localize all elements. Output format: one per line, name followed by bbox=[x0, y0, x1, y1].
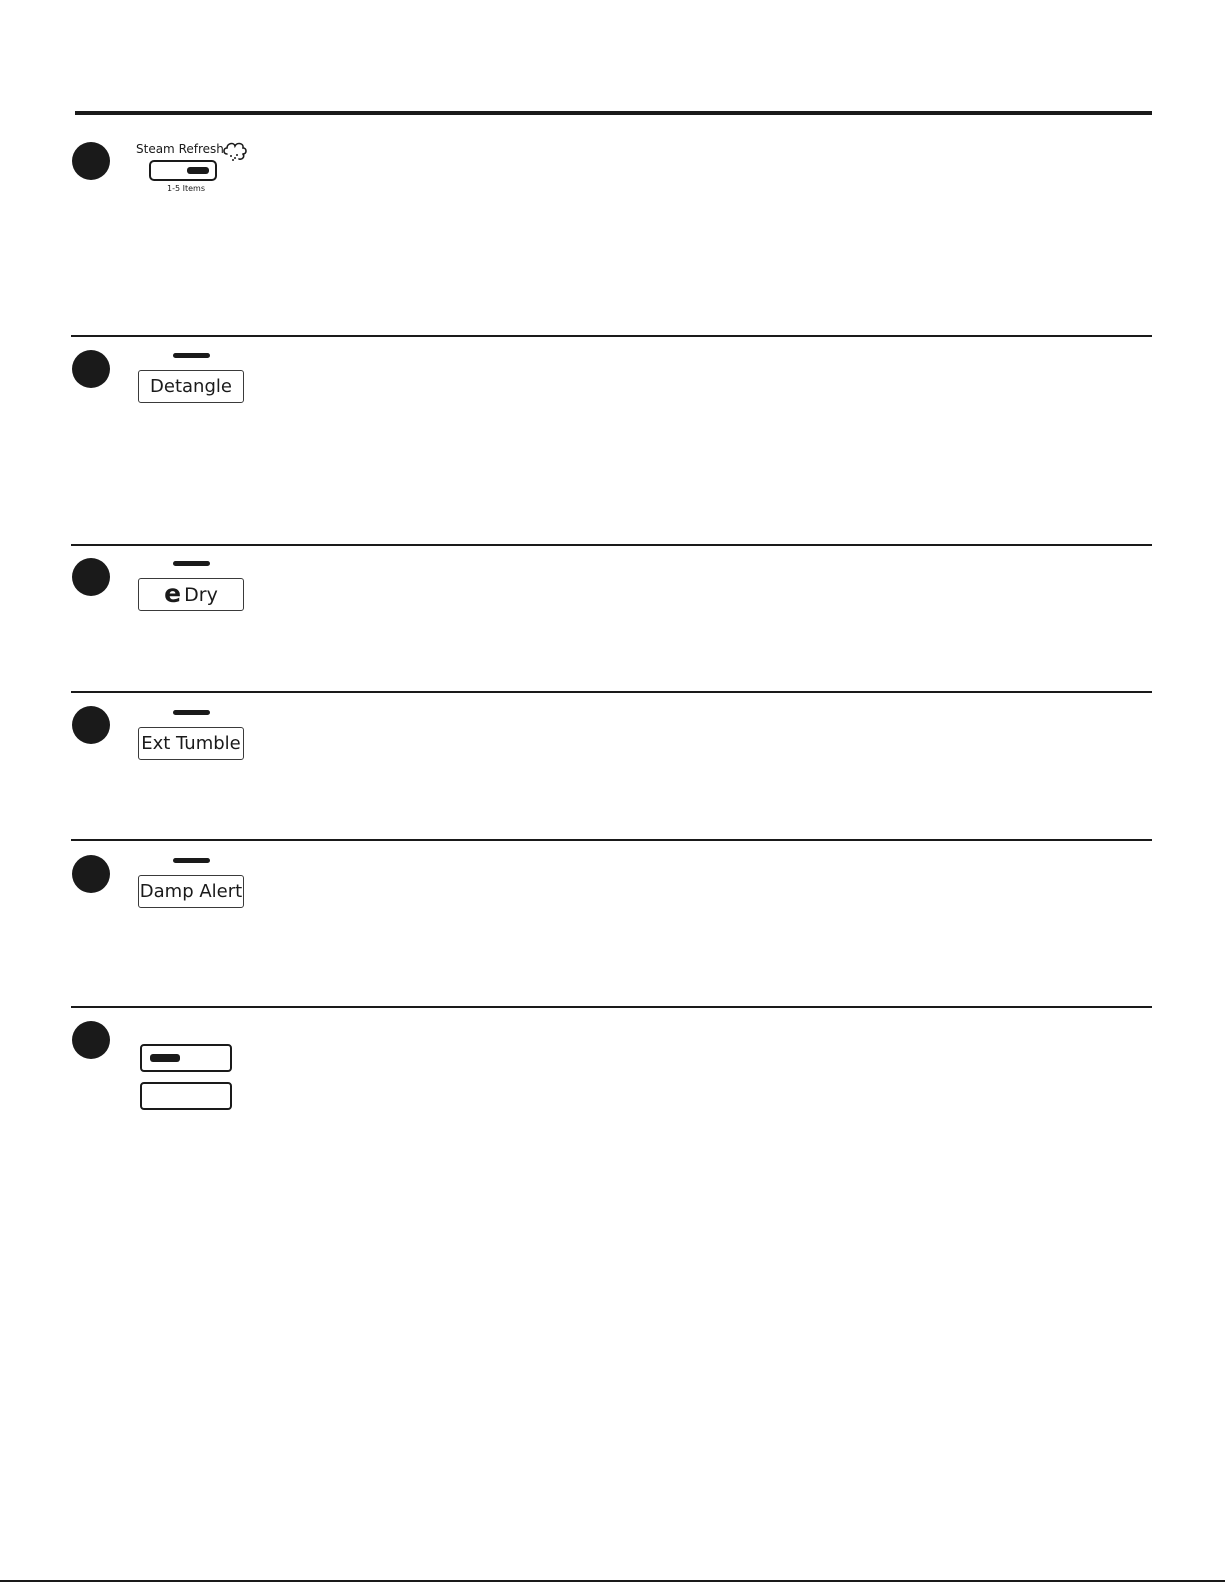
ext-tumble-indicator-light bbox=[173, 710, 210, 715]
section-divider-2 bbox=[71, 544, 1152, 546]
lower-control-button[interactable] bbox=[140, 1082, 232, 1110]
section-bullet-5 bbox=[72, 855, 110, 893]
section-divider-1 bbox=[71, 335, 1152, 337]
upper-control-indicator-light bbox=[150, 1054, 180, 1062]
section-bullet-4 bbox=[72, 706, 110, 744]
section-bullet-6 bbox=[72, 1021, 110, 1059]
steam-refresh-button[interactable] bbox=[149, 160, 217, 181]
detangle-indicator-light bbox=[173, 353, 210, 358]
section-divider-5 bbox=[71, 1006, 1152, 1008]
section-bullet-2 bbox=[72, 350, 110, 388]
ext-tumble-label: Ext Tumble bbox=[141, 733, 241, 754]
steam-refresh-items-label: 1-5 Items bbox=[167, 184, 205, 193]
edry-button[interactable] bbox=[138, 578, 244, 611]
section-divider-4 bbox=[71, 839, 1152, 841]
header-rule bbox=[75, 111, 1152, 115]
section-bullet-1 bbox=[72, 142, 110, 180]
section-bullet-3 bbox=[72, 558, 110, 596]
edry-indicator-light bbox=[173, 561, 210, 566]
detangle-label: Detangle bbox=[150, 376, 232, 397]
steam-refresh-label: Steam Refresh bbox=[136, 142, 224, 156]
damp-alert-label: Damp Alert bbox=[139, 881, 243, 902]
ext-tumble-button[interactable] bbox=[138, 727, 244, 760]
steam-refresh-indicator-light bbox=[187, 167, 209, 174]
damp-alert-indicator-light bbox=[173, 858, 210, 863]
damp-alert-button[interactable] bbox=[138, 875, 244, 908]
steam-cloud-icon bbox=[222, 140, 248, 164]
detangle-button[interactable] bbox=[138, 370, 244, 403]
upper-control-button[interactable] bbox=[140, 1044, 232, 1072]
footer-rule bbox=[0, 1580, 1225, 1582]
section-divider-3 bbox=[71, 691, 1152, 693]
edry-label: Dry bbox=[184, 583, 218, 606]
edry-e-logo: e bbox=[164, 579, 182, 608]
